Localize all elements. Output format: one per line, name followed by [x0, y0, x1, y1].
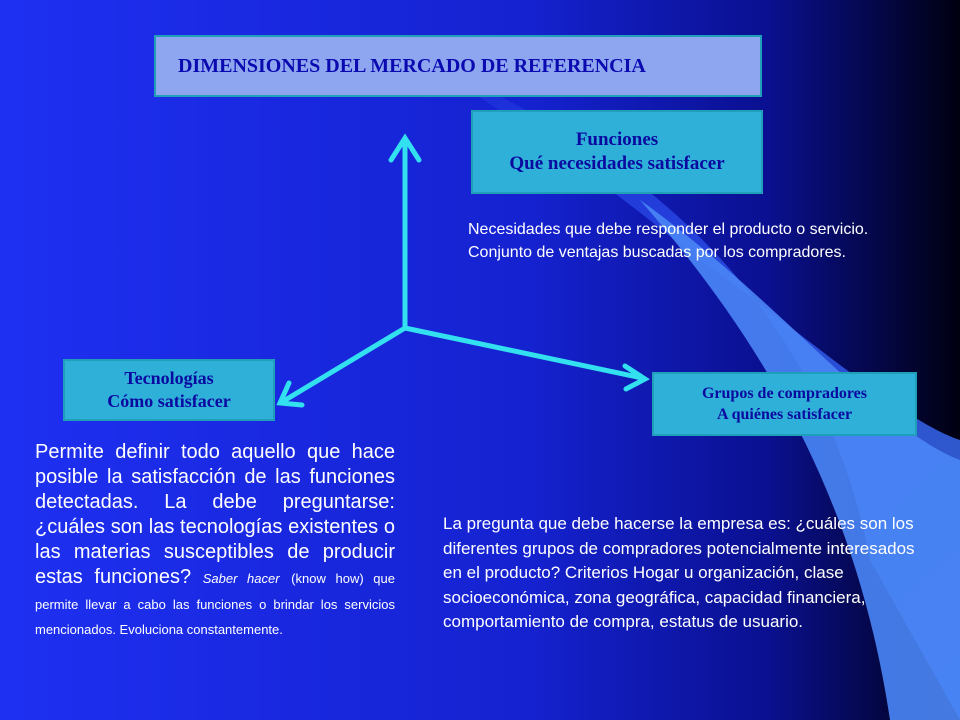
funciones-label: Funciones — [575, 129, 659, 150]
tecnologias-description-main: Permite definir todo aquello que hace posible la satisfacción de las funciones detectadas. La debe preguntarse: ¿cuáles son las tecnologías existentes o las materias susceptibles de producir estas funciones? — [35, 441, 395, 588]
funciones-sublabel: Qué necesidades satisfacer — [509, 153, 725, 174]
tecnologias-description — [35, 440, 395, 641]
axis-left — [282, 328, 405, 402]
grupos-description: La pregunta que debe hacerse la empresa es: ¿cuáles son los diferentes grupos de compradores potencialmente interesados en el producto? Criterios Hogar u organización, clase socioeconómica, zona geográfica, capacidad financiera, comportamiento de compra, estatus de usuario. — [443, 514, 915, 631]
tecnologias-label: Tecnologías — [124, 368, 214, 388]
grupos-box — [652, 372, 917, 436]
grupos-sublabel: A quiénes satisfacer — [716, 406, 853, 423]
axis-right — [405, 328, 642, 378]
funciones-box — [471, 110, 763, 194]
tecnologias-box — [63, 359, 275, 421]
tecnologias-description-italic: Saber hacer — [202, 571, 280, 586]
title-box — [154, 35, 762, 97]
tecnologias-description-small: (know how) que permite llevar a cabo las funciones o brindar los servicios mencionados. Evoluciona constantemente. — [35, 571, 395, 637]
tecnologias-sublabel: Cómo satisfacer — [107, 391, 231, 411]
grupos-label: Grupos de compradores — [701, 385, 868, 402]
page-title: DIMENSIONES DEL MERCADO DE REFERENCIA — [178, 54, 646, 77]
funciones-description: Necesidades que debe responder el producto o servicio. Conjunto de ventajas buscadas por los compradores. — [468, 221, 869, 261]
